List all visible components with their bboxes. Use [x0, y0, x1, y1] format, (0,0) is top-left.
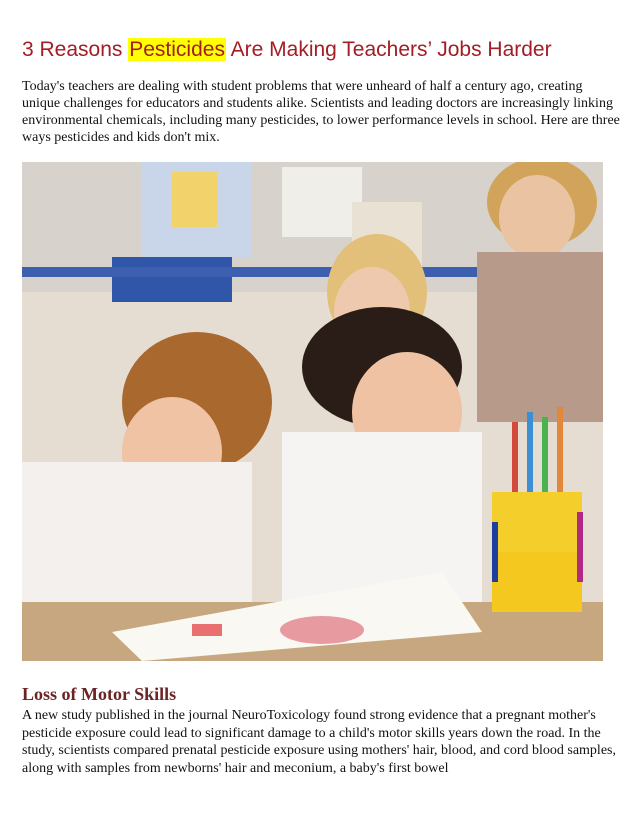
classroom-photo: [22, 162, 603, 661]
title-highlight: Pesticides: [129, 38, 225, 61]
intro-paragraph: Today's teachers are dealing with student problems that were unheard of half a century ago, creating unique challenges for educators and students alike. Scientists and leading doctors are increasingly linking environmental chemicals, including many pesticides, to lower performance levels in school. Here are three ways pesticides and kids don't mix.: [22, 79, 620, 145]
article-title: [22, 35, 622, 65]
title-suffix: Are Making Teachers’ Jobs Harder: [225, 38, 552, 61]
section-heading: Loss of Motor Skills: [22, 684, 177, 704]
title-prefix: 3 Reasons: [22, 38, 129, 61]
section-body-paragraph: A new study published in the journal NeuroToxicology found strong evidence that a pregnant mother's pesticide exposure could lead to significant damage to a child's motor skills years down the road. In the study, scientists compared prenatal pesticide exposure using mothers' hair, blood, and cord blood samples, along with samples from newborns' hair and meconium, a baby's first bowel: [22, 708, 616, 776]
